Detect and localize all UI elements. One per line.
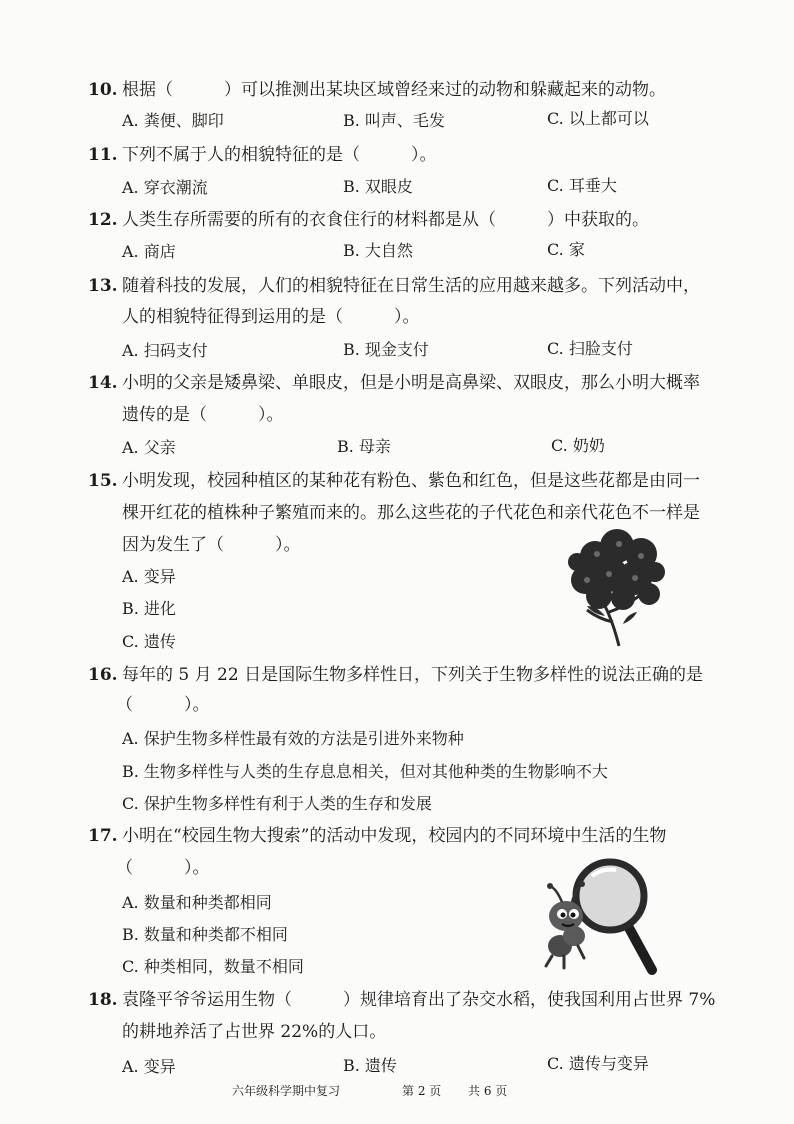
option-c: C. 以上都可以 bbox=[547, 109, 649, 128]
option-b: B. 生物多样性与人类的生存息息相关，但对其他种类的生物影响不大 bbox=[122, 762, 608, 781]
option-c: C. 遗传与变异 bbox=[547, 1054, 649, 1073]
option-b: B. 数量和种类都不相同 bbox=[122, 925, 288, 944]
option-a: A. 商店 bbox=[122, 242, 176, 261]
question-number: 11. bbox=[88, 145, 118, 165]
option-a: A. 穿衣潮流 bbox=[122, 178, 208, 197]
option-a: A. 父亲 bbox=[122, 438, 176, 457]
option-c: C. 耳垂大 bbox=[547, 176, 617, 195]
question-text: （ ）。 bbox=[116, 695, 210, 715]
option-b: B. 双眼皮 bbox=[343, 177, 413, 196]
question-number: 17. bbox=[88, 826, 118, 846]
question-text: 袁隆平爷爷运用生物（ ）规律培育出了杂交水稻，使我国利用占世界 7% bbox=[122, 990, 716, 1010]
question-text: 人类生存所需要的所有的衣食住行的材料都是从（ ）中获取的。 bbox=[122, 210, 649, 230]
question-text: 每年的 5 月 22 日是国际生物多样性日，下列关于生物多样性的说法正确的是 bbox=[122, 665, 704, 685]
flower-plant-illustration bbox=[565, 526, 667, 650]
option-a: A. 保护生物多样性最有效的方法是引进外来物种 bbox=[122, 729, 464, 748]
question-number: 14. bbox=[88, 373, 118, 393]
option-c: C. 家 bbox=[547, 240, 585, 259]
footer-subject: 六年级科学期中复习 bbox=[232, 1084, 341, 1098]
option-a: A. 数量和种类都相同 bbox=[122, 893, 272, 912]
option-c: C. 种类相同，数量不相同 bbox=[122, 957, 304, 976]
question-text: 小明在“校园生物大搜索”的活动中发现，校园内的不同环境中生活的生物 bbox=[122, 826, 667, 846]
option-c: C. 扫脸支付 bbox=[547, 339, 633, 358]
footer-page-number: 第 2 页 bbox=[402, 1084, 442, 1098]
question-number: 13. bbox=[88, 276, 118, 296]
option-c: C. 遗传 bbox=[122, 632, 176, 651]
option-a: A. 变异 bbox=[122, 567, 176, 586]
question-text: 下列不属于人的相貌特征的是（ ）。 bbox=[122, 145, 437, 165]
question-text: 棵开红花的植株种子繁殖而来的。那么这些花的子代花色和亲代花色不一样是 bbox=[122, 503, 700, 523]
question-number: 18. bbox=[88, 990, 118, 1010]
question-text: （ ）。 bbox=[116, 858, 210, 878]
ant-magnifier-illustration bbox=[540, 852, 668, 976]
option-a: A. 粪便、脚印 bbox=[122, 111, 224, 130]
option-b: B. 叫声、毛发 bbox=[343, 111, 445, 130]
question-text: 因为发生了（ ）。 bbox=[122, 535, 301, 555]
option-b: B. 进化 bbox=[122, 599, 176, 618]
option-a: A. 变异 bbox=[122, 1057, 176, 1076]
question-number: 16. bbox=[88, 665, 118, 685]
option-c: C. 保护生物多样性有利于人类的生存和发展 bbox=[122, 794, 432, 813]
question-text: 根据（ ）可以推测出某块区域曾经来过的动物和躲藏起来的动物。 bbox=[122, 80, 666, 100]
option-b: B. 母亲 bbox=[337, 437, 391, 456]
question-number: 10. bbox=[88, 80, 118, 100]
option-b: B. 遗传 bbox=[343, 1056, 397, 1075]
option-c: C. 奶奶 bbox=[551, 436, 605, 455]
option-b: B. 现金支付 bbox=[343, 340, 429, 359]
option-b: B. 大自然 bbox=[343, 241, 413, 260]
question-text: 遗传的是（ ）。 bbox=[122, 405, 284, 425]
option-a: A. 扫码支付 bbox=[122, 341, 208, 360]
question-number: 15. bbox=[88, 471, 118, 491]
question-text: 随着科技的发展，人们的相貌特征在日常生活的应用越来越多。下列活动中， bbox=[122, 276, 700, 296]
question-text: 小明发现，校园种植区的某种花有粉色、紫色和红色，但是这些花都是由同一 bbox=[122, 471, 700, 491]
question-text: 人的相貌特征得到运用的是（ ）。 bbox=[122, 307, 420, 327]
question-number: 12. bbox=[88, 210, 118, 230]
question-text: 的耕地养活了占世界 22%的人口。 bbox=[122, 1022, 387, 1042]
question-text: 小明的父亲是矮鼻梁、单眼皮，但是小明是高鼻梁、双眼皮，那么小明大概率 bbox=[122, 373, 700, 393]
footer-total-pages: 共 6 页 bbox=[468, 1084, 508, 1098]
